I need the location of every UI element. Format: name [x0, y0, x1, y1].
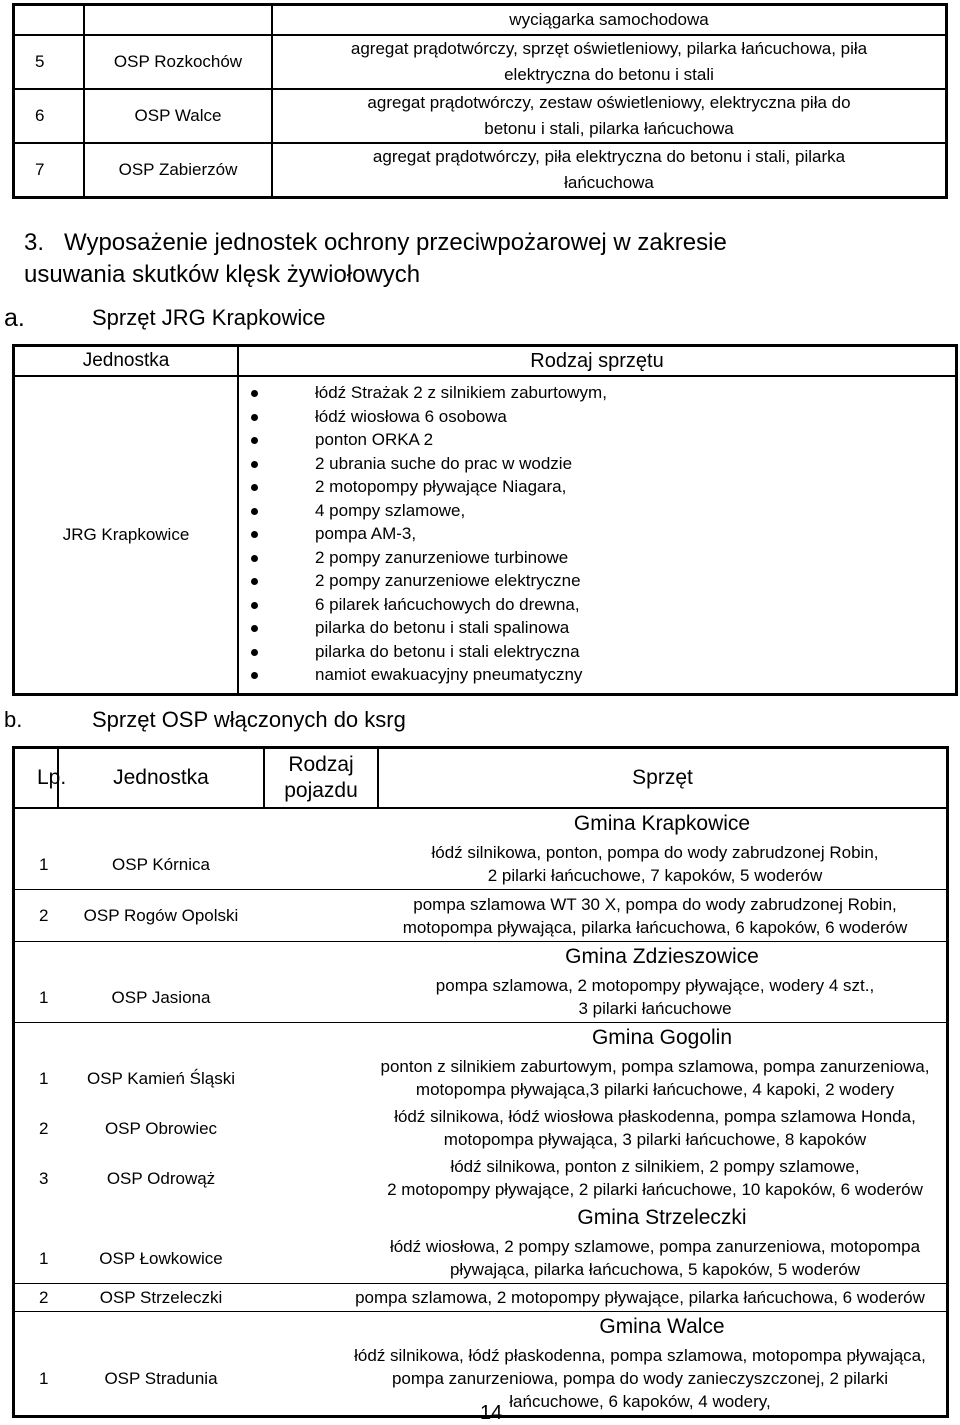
equipment-text: agregat prądotwórczy, piła elektryczna do betonu i stali, pilarka łańcuchowa — [272, 143, 947, 198]
group-heading: Gmina Krapkowice — [573, 812, 751, 835]
row-number: 1 — [39, 1068, 49, 1088]
bullet-icon — [251, 531, 258, 538]
unit-name: JRG Krapkowice — [14, 376, 239, 694]
unit-name: OSP Kamień Śląski — [86, 1068, 236, 1088]
header-vehicle: Rodzaj pojazdu — [264, 748, 378, 809]
table-row — [14, 1284, 948, 1312]
list-item: 2 ubrania suche do prac w wodzie — [239, 452, 955, 476]
unit-name: OSP Rozkochów — [84, 35, 272, 89]
table-row — [14, 1103, 948, 1153]
row-number: 3 — [39, 1168, 49, 1188]
page-number: 14 — [480, 1402, 503, 1424]
table-row — [14, 143, 947, 198]
unit-name: OSP Zabierzów — [84, 143, 272, 198]
bullet-icon — [251, 390, 258, 397]
header-equipment: Sprzęt — [378, 748, 948, 809]
group-heading: Gmina Zdzieszowice — [378, 942, 948, 973]
row-number: 2 — [14, 1284, 59, 1312]
row-number — [14, 5, 85, 35]
header-equipment: Rodzaj sprzętu — [238, 346, 957, 377]
row-number: 1 — [39, 854, 49, 874]
equipment-text: łódź wiosłowa, 2 pompy szlamowe, pompa zanurzeniowa, motopompa pływająca, pilarka łańcuchowa, 5 kapoków, 5 woderów — [389, 1237, 921, 1279]
group-heading: Gmina Walce — [378, 1312, 948, 1343]
equipment-table-top — [12, 3, 948, 199]
equipment-text: pompa szlamowa, 2 motopompy pływające, pilarka łańcuchowa, 6 woderów — [264, 1284, 948, 1312]
subsection-title-a: Sprzęt JRG Krapkowice — [92, 305, 326, 330]
group-heading: Gmina Strzeleczki — [577, 1206, 747, 1229]
subsection-title-b: Sprzęt OSP włączonych do ksrg — [92, 707, 406, 732]
unit-name: OSP Jasiona — [111, 987, 211, 1007]
row-number: 2 — [39, 1118, 49, 1138]
equipment-text: łódź silnikowa, łódź wiosłowa płaskodenna, pompa szlamowa Honda, motopompa pływająca, 3 pilarki łańcuchowe, 8 kapoków — [394, 1107, 916, 1149]
unit-name — [84, 5, 272, 35]
list-item: pilarka do betonu i stali elektryczna — [239, 640, 955, 664]
equipment-text: łódź silnikowa, ponton, pompa do wody zabrudzonej Robin, 2 pilarki łańcuchowe, 7 kapoków, 5 woderów — [431, 843, 879, 885]
row-number: 1 — [39, 987, 49, 1007]
list-item: łódź wiosłowa 6 osobowa — [239, 405, 955, 429]
bullet-icon — [251, 461, 258, 468]
unit-name: OSP Odrowąż — [106, 1168, 216, 1188]
bullet-icon — [251, 508, 258, 515]
bullet-icon — [251, 555, 258, 562]
header-unit: Jednostka — [58, 748, 264, 809]
unit-name: OSP Kórnica — [112, 854, 210, 874]
list-item: 2 pompy zanurzeniowe turbinowe — [239, 546, 955, 570]
unit-name: OSP Rogów Opolski — [58, 890, 264, 942]
bullet-icon — [251, 672, 258, 679]
unit-name: OSP Strzeleczki — [58, 1284, 264, 1312]
list-item: pilarka do betonu i stali spalinowa — [239, 616, 955, 640]
equipment-text: pompa szlamowa, 2 motopompy pływające, wodery 4 szt., 3 pilarki łańcuchowe — [435, 976, 875, 1018]
subsection-letter-b: b. — [4, 707, 23, 732]
row-number: 5 — [14, 35, 85, 89]
unit-name: OSP Łowkowice — [99, 1248, 223, 1268]
equipment-text: agregat prądotwórczy, zestaw oświetleniowy, elektryczna piła do betonu i stali, pilarka łańcuchowa — [272, 89, 947, 143]
bullet-icon — [251, 437, 258, 444]
list-item: 2 pompy zanurzeniowe elektryczne — [239, 569, 955, 593]
row-number: 7 — [14, 143, 85, 198]
list-item: pompa AM-3, — [239, 522, 955, 546]
subsection-letter-a: a. — [4, 304, 25, 332]
bullet-icon — [251, 625, 258, 632]
table-row — [14, 1153, 948, 1203]
list-item: ponton ORKA 2 — [239, 428, 955, 452]
equipment-list — [239, 381, 955, 687]
header-lp: Lp. — [14, 748, 59, 809]
unit-name: OSP Stradunia — [104, 1369, 218, 1388]
section-heading-line2: usuwania skutków klęsk żywiołowych — [24, 261, 421, 288]
osp-equipment-table — [12, 746, 949, 1418]
equipment-text: pompa szlamowa WT 30 X, pompa do wody zabrudzonej Robin, motopompa pływająca, pilarka łańcuchowa, 6 kapoków, 6 woderów — [264, 890, 948, 942]
equipment-text: łódź silnikowa, ponton z silnikiem, 2 pompy szlamowe, 2 motopompy pływające, 2 pilarki łańcuchowe, 10 kapoków, 6 woderów — [387, 1157, 923, 1199]
equipment-text: agregat prądotwórczy, sprzęt oświetleniowy, pilarka łańcuchowa, piła elektryczna do betonu i stali — [272, 35, 947, 89]
list-item: 6 pilarek łańcuchowych do drewna, — [239, 593, 955, 617]
table-row — [14, 890, 948, 942]
table-row — [14, 1053, 948, 1103]
row-number: 1 — [39, 1369, 49, 1388]
list-item: namiot ewakuacyjny pneumatyczny — [239, 663, 955, 687]
list-item: 4 pompy szlamowe, — [239, 499, 955, 523]
table-row — [14, 35, 947, 89]
table-row — [14, 1233, 948, 1284]
header-unit: Jednostka — [14, 346, 239, 377]
equipment-text: wyciągarka samochodowa — [509, 9, 709, 29]
jrg-equipment-table — [12, 344, 958, 696]
group-heading: Gmina Gogolin — [378, 1023, 948, 1054]
row-number: 6 — [14, 89, 85, 143]
equipment-text: ponton z silnikiem zaburtowym, pompa szlamowa, pompa zanurzeniowa, motopompa pływająca,3 pilarki łańcuchowe, 4 kapoki, 2 wodery — [380, 1057, 930, 1099]
row-number: 2 — [14, 890, 59, 942]
bullet-icon — [251, 649, 258, 656]
bullet-icon — [251, 578, 258, 585]
table-row — [14, 839, 948, 890]
bullet-icon — [251, 602, 258, 609]
unit-name: OSP Obrowiec — [104, 1118, 218, 1138]
table-row — [14, 972, 948, 1023]
unit-name: OSP Walce — [84, 89, 272, 143]
bullet-icon — [251, 414, 258, 421]
table-row — [14, 5, 947, 35]
section-heading-line1: 3. Wyposażenie jednostek ochrony przeciwpożarowej w zakresie — [24, 229, 727, 256]
row-number: 1 — [39, 1248, 49, 1268]
list-item: łódź Strażak 2 z silnikiem zaburtowym, — [239, 381, 955, 405]
equipment-text: łódź silnikowa, łódź płaskodenna, pompa szlamowa, motopompa pływająca, pompa zanurzeniowa, pompa do wody zanieczyszczonej, 2 pilarki łańcuchowe, 6 kapoków, 4 wodery, — [354, 1346, 926, 1411]
table-row — [14, 89, 947, 143]
list-item: 2 motopompy pływające Niagara, — [239, 475, 955, 499]
bullet-icon — [251, 484, 258, 491]
